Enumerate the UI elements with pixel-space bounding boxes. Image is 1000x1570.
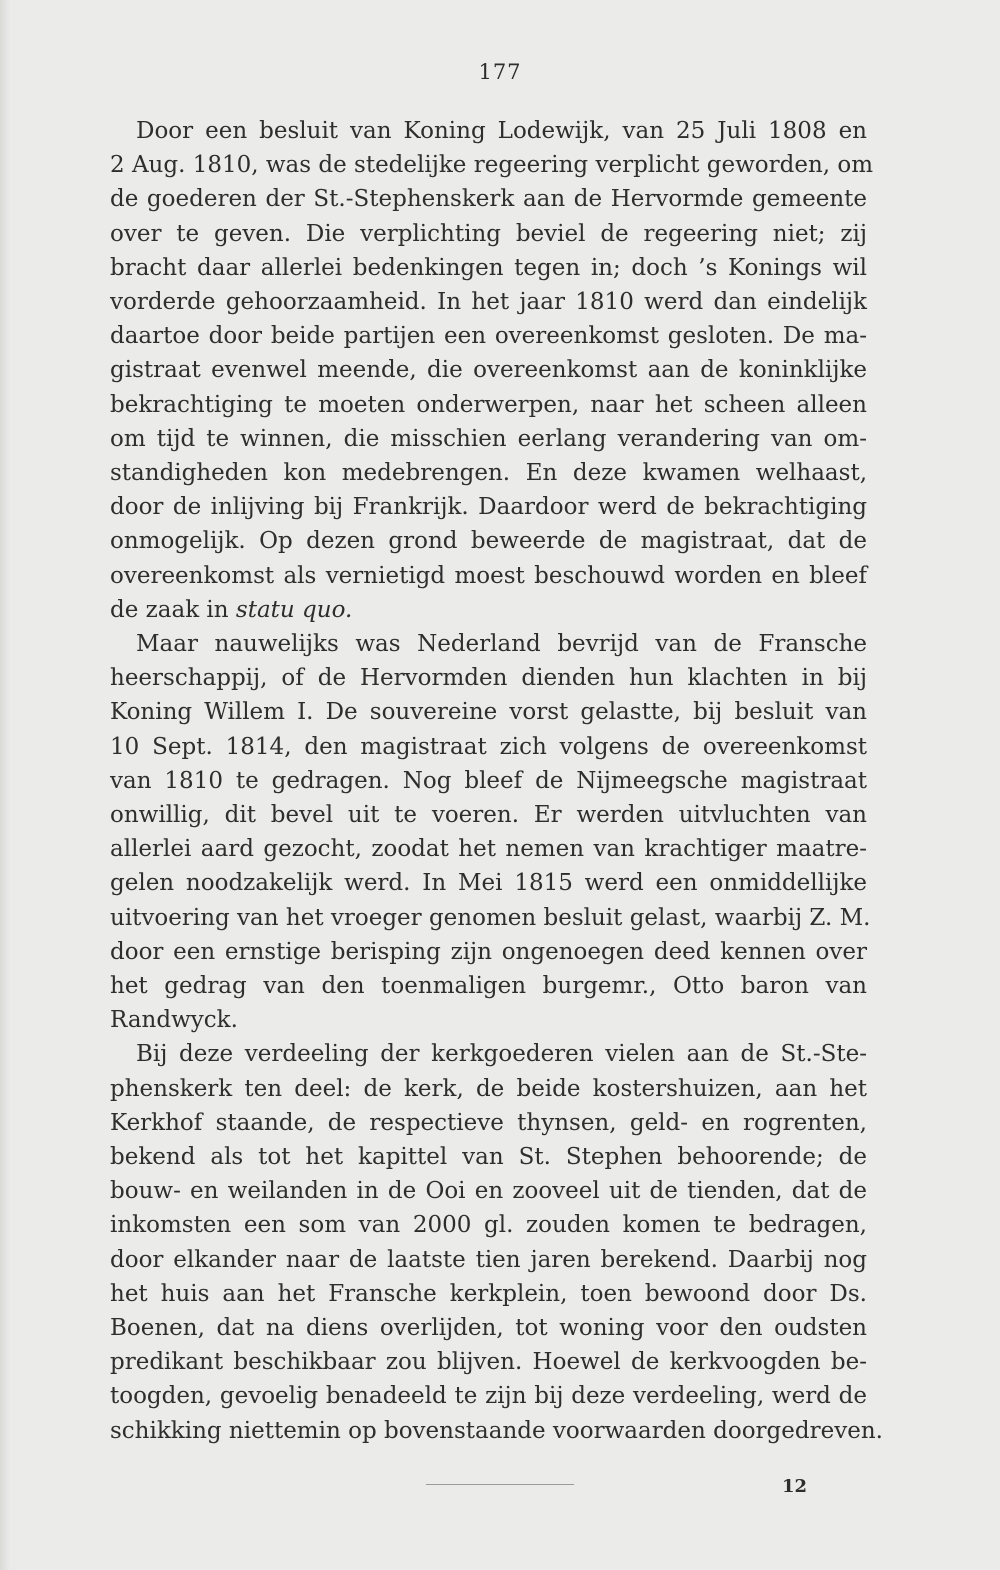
text-line: het huis aan het Fransche kerkplein, toen bewoond door Ds. [110,1280,867,1307]
text-line: uitvoering van het vroeger genomen besluit gelast, waarbij Z. M. [110,904,871,931]
text-line: bekend als tot het kapittel van St. Stephen behoorende; de [110,1144,867,1170]
text-line: Boenen, dat na diens overlijden, tot woning voor den oudsten [110,1315,867,1341]
text-line: over te geven. Die verplichting beviel de regeering niet; zij [110,220,867,247]
text-line: Kerkhof staande, de respectieve thynsen, geld- en rogrenten, [110,1109,867,1136]
text-line: Bij deze verdeeling der kerkgoederen vielen aan de St.-Ste- [136,1041,867,1068]
text-line: inkomsten een som van 2000 gl. zouden komen te bedragen, [110,1212,867,1239]
text-line: onmogelijk. Op dezen grond beweerde de magistraat, dat de [110,528,867,555]
text-line: Door een besluit van Koning Lodewijk, van 25 Juli 1808 en [136,118,867,144]
text-line: onwillig, dit bevel uit te voeren. Er werden uitvluchten van [110,802,867,828]
text-line: Koning Willem I. De souvereine vorst gelastte, bij besluit van [110,699,867,726]
text-line: bracht daar allerlei bedenkingen tegen in; doch ’s Konings wil [110,254,867,281]
text-line: 10 Sept. 1814, den magistraat zich volgens de overeenkomst [110,733,867,760]
text-line: standigheden kon medebrengen. En deze kwamen welhaast, [110,460,867,486]
text-line: heerschappij, of de Hervormden dienden hun klachten in bij [110,665,867,692]
text-line: door de inlijving bij Frankrijk. Daardoor werd de bekrachtiging [110,494,867,521]
text-line: door een ernstige berisping zijn ongenoegen deed kennen over [110,938,867,965]
text-line: phenskerk ten deel: de kerk, de beide kostershuizen, aan het [110,1075,867,1102]
text-line: schikking niettemin op bovenstaande voorwaarden doorgedreven. [110,1417,883,1444]
signature-number: 12 [781,1476,807,1497]
text-line: Maar nauwelijks was Nederland bevrijd van de Fransche [136,631,867,657]
footer-rule [0,1470,1000,1489]
text-line: het gedrag van den toenmaligen burgemr., Otto baron van [110,973,867,999]
text-line: bouw- en weilanden in de Ooi en zooveel uit de tienden, dat de [110,1178,867,1205]
text-line: gistraat evenwel meende, die overeenkomst aan de koninklijke [110,357,867,384]
text-line: daartoe door beide partijen een overeenkomst gesloten. De ma- [110,323,867,350]
page-number: 177 [478,60,522,84]
text-line: om tijd te winnen, die misschien eerlang verandering van om- [110,425,867,452]
italic-phrase: statu quo. [235,596,353,623]
text-line: door elkander naar de laatste tien jaren berekend. Daarbij nog [110,1246,867,1273]
text-line: 2 Aug. 1810, was de stedelijke regeering verplicht geworden, om [110,152,874,179]
text-line-prefix: de zaak in [110,596,236,623]
text-line: Randwyck. [110,1007,238,1034]
text-line [110,593,867,627]
text-line: allerlei aard gezocht, zoodat het nemen van krachtiger maatre- [110,836,867,863]
text-line: predikant beschikbaar zou blijven. Hoewel de kerkvoogden be- [110,1349,867,1376]
page-edge [0,0,10,1570]
text-line: van 1810 te gedragen. Nog bleef de Nijmeegsche magistraat [110,767,867,794]
text-line: de goederen der St.-Stephenskerk aan de Hervormde gemeente [110,186,867,213]
text-line: bekrachtiging te moeten onderwerpen, naar het scheen alleen [110,391,867,418]
text-line: toogden, gevoelig benadeeld te zijn bij deze verdeeling, werd de [110,1383,867,1410]
text-line: vorderde gehoorzaamheid. In het jaar 1810 werd dan eindelijk [110,289,867,315]
text-line: overeenkomst als vernietigd moest beschouwd worden en bleef [110,562,867,589]
text-line: gelen noodzakelijk werd. In Mei 1815 werd een onmiddellijke [110,870,867,897]
